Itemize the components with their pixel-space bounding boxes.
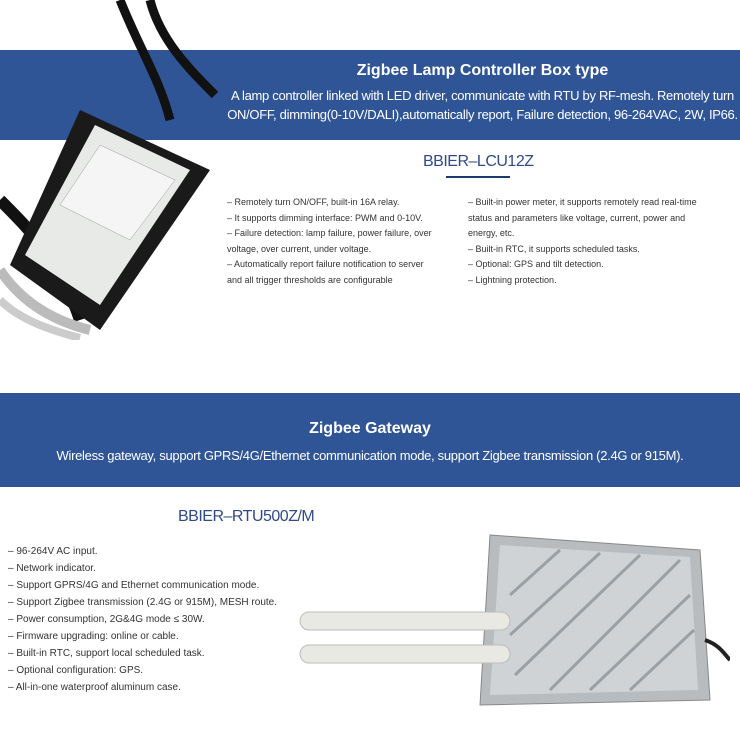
model-underline (446, 176, 510, 178)
feature-item: – Built-in RTC, it supports scheduled tasks. (468, 243, 640, 254)
feature-item: – Built-in RTC, support local scheduled task. (8, 648, 205, 659)
feature-item: – 96-264V AC input. (8, 546, 98, 557)
feature-item: – Built-in power meter, it supports remotely read real-time (468, 197, 697, 207)
gateway-image (290, 515, 730, 715)
feature-item: – Automatically report failure notification to server (227, 259, 424, 269)
feature-item: voltage, over current, under voltage. (227, 243, 372, 254)
feature-item: – Support Zigbee transmission (2.4G or 915M), MESH route. (8, 597, 278, 608)
lcu-features-right (468, 195, 697, 288)
gateway-banner (0, 393, 740, 487)
rtu-features (8, 543, 277, 696)
feature-item: – Support GPRS/4G and Ethernet communication mode. (8, 580, 260, 591)
section-title: Zigbee Lamp Controller Box type (356, 62, 609, 79)
feature-item: – It supports dimming interface: PWM and 0-10V. (227, 212, 423, 223)
lcu-features-left (227, 195, 432, 288)
feature-item: – Remotely turn ON/OFF, built-in 16A relay. (227, 197, 400, 207)
section-description-line: ON/OFF, dimming(0-10V/DALI),automatically report, Failure detection, 96-264VAC, 2W, IP66. (227, 107, 738, 122)
feature-item: – All-in-one waterproof aluminum case. (8, 682, 181, 693)
feature-item: – Firmware upgrading: online or cable. (8, 631, 179, 642)
feature-item: energy, etc. (468, 228, 515, 238)
section-description-line: A lamp controller linked with LED driver, communicate with RTU by RF-mesh. Remotely turn (231, 88, 734, 103)
feature-item: – Lightning protection. (468, 274, 557, 285)
feature-item: – Failure detection: lamp failure, power failure, over (227, 228, 432, 238)
feature-item: and all trigger thresholds are configurable (227, 274, 393, 285)
feature-item: – Power consumption, 2G&4G mode ≤ 30W. (8, 614, 205, 625)
feature-item: – Optional configuration: GPS. (8, 665, 144, 676)
rtu-model-label: BBIER–RTU500Z/M (178, 508, 315, 525)
lamp-controller-image (0, 0, 230, 340)
feature-item: status and parameters like voltage, current, power and (468, 212, 686, 223)
lcu-model-label: BBIER–LCU12Z (423, 153, 534, 170)
section-title: Zigbee Gateway (309, 420, 431, 437)
section-description: Wireless gateway, support GPRS/4G/Ethernet communication mode, support Zigbee transmission (2.4G or 915M). (56, 448, 684, 463)
feature-item: – Optional: GPS and tilt detection. (468, 259, 604, 269)
feature-item: – Network indicator. (8, 563, 96, 574)
